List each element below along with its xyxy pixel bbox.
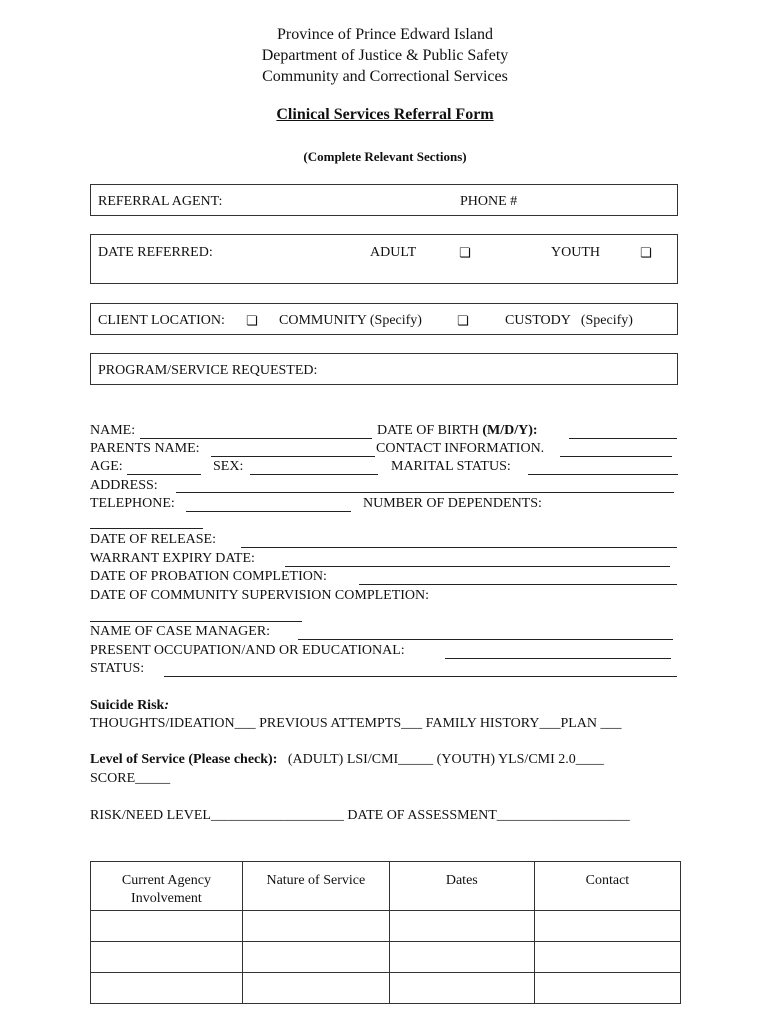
parents-name-field[interactable] <box>211 456 375 457</box>
table-header-row <box>91 862 681 911</box>
date-referred-label: DATE REFERRED: <box>98 245 213 260</box>
table-cell[interactable] <box>389 942 534 973</box>
table-row <box>91 911 681 942</box>
suicide-risk-heading: Suicide Risk <box>90 698 165 713</box>
contact-info-label: CONTACT INFORMATION. <box>376 441 545 456</box>
header-department: Department of Justice & Public Safety <box>261 47 509 64</box>
client-location-label: CLIENT LOCATION: <box>98 313 225 328</box>
youth-checkbox[interactable]: ❏ <box>640 246 652 261</box>
dob-format: (M/D/Y): <box>482 423 538 438</box>
referral-agent-box <box>90 184 678 216</box>
form-title: Clinical Services Referral Form <box>276 106 494 123</box>
name-label: NAME: <box>90 423 136 438</box>
table-cell[interactable] <box>242 911 389 942</box>
col-current-agency: Current Agency Involvement <box>91 862 243 911</box>
dependents-label: NUMBER OF DEPENDENTS: <box>363 496 542 511</box>
community-label: COMMUNITY (Specify) <box>279 313 422 328</box>
col-nature-of-service: Nature of Service <box>242 862 389 911</box>
table-cell[interactable] <box>534 973 680 1004</box>
age-label: AGE: <box>90 459 123 474</box>
dob-label: DATE OF BIRTH <box>377 423 483 438</box>
warrant-expiry-field[interactable] <box>285 566 670 567</box>
telephone-label: TELEPHONE: <box>90 496 175 511</box>
marital-status-field[interactable] <box>528 474 678 475</box>
agency-involvement-table <box>90 861 681 1004</box>
phone-label: PHONE # <box>460 194 518 209</box>
table-cell[interactable] <box>389 973 534 1004</box>
community-checkbox[interactable]: ❏ <box>246 314 258 329</box>
address-label: ADDRESS: <box>90 478 158 493</box>
supervision-completion-field[interactable] <box>90 621 302 622</box>
contact-info-field[interactable] <box>560 456 672 457</box>
header-division: Community and Correctional Services <box>262 68 508 85</box>
supervision-completion-label: DATE OF COMMUNITY SUPERVISION COMPLETION: <box>90 588 430 603</box>
referral-agent-label: REFERRAL AGENT: <box>98 194 223 209</box>
sex-label: SEX: <box>213 459 244 474</box>
score-field[interactable]: SCORE_____ <box>90 771 171 786</box>
table-cell[interactable] <box>534 911 680 942</box>
name-field[interactable] <box>140 438 372 439</box>
col-dates: Dates <box>389 862 534 911</box>
release-date-field[interactable] <box>241 547 677 548</box>
table-cell[interactable] <box>91 973 243 1004</box>
table-row <box>91 973 681 1004</box>
custody-label: CUSTODY (Specify) <box>505 313 633 328</box>
program-box <box>90 353 678 385</box>
form-instruction: (Complete Relevant Sections) <box>303 149 467 164</box>
warrant-expiry-label: WARRANT EXPIRY DATE: <box>90 551 255 566</box>
table-cell[interactable] <box>242 973 389 1004</box>
table-row <box>91 942 681 973</box>
status-field[interactable] <box>164 676 677 677</box>
table-cell[interactable] <box>91 942 243 973</box>
address-field[interactable] <box>176 492 674 493</box>
program-label: PROGRAM/SERVICE REQUESTED: <box>98 363 318 378</box>
date-referred-box <box>90 234 678 284</box>
dependents-field[interactable] <box>90 528 203 529</box>
level-of-service-heading: Level of Service (Please check): <box>90 752 278 767</box>
suicide-risk-colon: : <box>164 698 169 713</box>
level-of-service-items[interactable]: (ADULT) LSI/CMI_____ (YOUTH) YLS/CMI 2.0____ <box>277 752 604 767</box>
table-cell[interactable] <box>389 911 534 942</box>
client-location-box <box>90 303 678 335</box>
adult-checkbox[interactable]: ❏ <box>459 246 471 261</box>
parents-name-label: PARENTS NAME: <box>90 441 200 456</box>
table-cell[interactable] <box>534 942 680 973</box>
probation-completion-field[interactable] <box>359 584 677 585</box>
occupation-field[interactable] <box>445 658 671 659</box>
suicide-risk-items[interactable]: THOUGHTS/IDEATION___ PREVIOUS ATTEMPTS___ FAMILY HISTORY___PLAN ___ <box>90 716 622 731</box>
sex-field[interactable] <box>250 474 378 475</box>
table-cell[interactable] <box>242 942 389 973</box>
case-manager-field[interactable] <box>298 639 673 640</box>
case-manager-label: NAME OF CASE MANAGER: <box>90 624 271 639</box>
col-contact: Contact <box>534 862 680 911</box>
telephone-field[interactable] <box>186 511 351 512</box>
age-field[interactable] <box>127 474 201 475</box>
occupation-label: PRESENT OCCUPATION/AND OR EDUCATIONAL: <box>90 643 405 658</box>
table-cell[interactable] <box>91 911 243 942</box>
dob-field[interactable] <box>569 438 677 439</box>
risk-need-level[interactable]: RISK/NEED LEVEL___________________ DATE OF ASSESSMENT___________________ <box>90 808 630 823</box>
release-date-label: DATE OF RELEASE: <box>90 532 216 547</box>
probation-completion-label: DATE OF PROBATION COMPLETION: <box>90 569 327 584</box>
youth-label: YOUTH <box>551 245 600 260</box>
header-province: Province of Prince Edward Island <box>277 26 493 43</box>
adult-label: ADULT <box>370 245 417 260</box>
custody-checkbox[interactable]: ❏ <box>457 314 469 329</box>
marital-status-label: MARITAL STATUS: <box>391 459 511 474</box>
status-label: STATUS: <box>90 661 145 676</box>
